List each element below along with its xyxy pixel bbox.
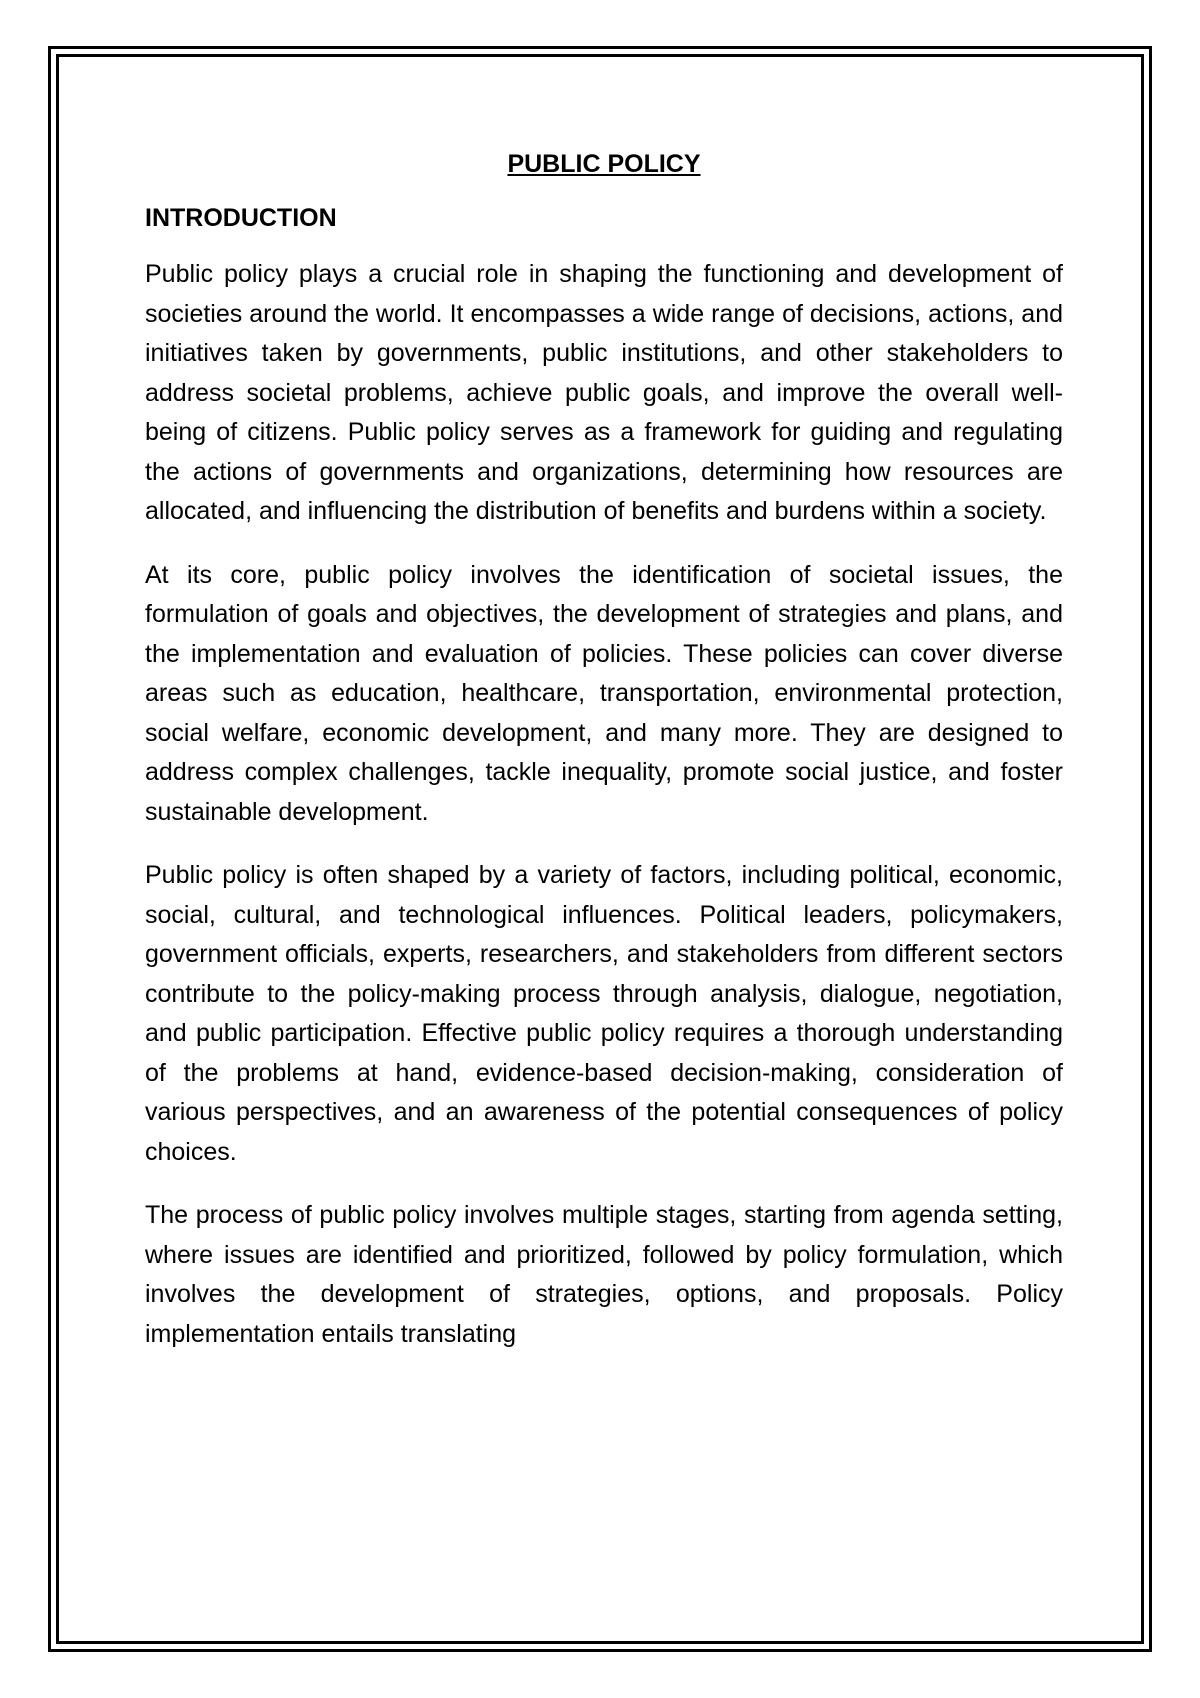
- paragraph: Public policy plays a crucial role in shaping the functioning and development of societies around the world. It encompasses a wide range of decisions, actions, and initiatives taken by governments, public institutions, and other stakeholders to address societal problems, achieve public goals, and improve the overall well-being of citizens. Public policy serves as a framework for guiding and regulating the actions of governments and organizations, determining how resources are allocated, and influencing the distribution of benefits and burdens within a society.: [145, 260, 1063, 525]
- paragraph: Public policy is often shaped by a variety of factors, including political, economic, social, cultural, and technological influences. Political leaders, policymakers, government officials, experts, researchers, and stakeholders from different sectors contribute to the policy-making process through analysis, dialogue, negotiation, and public participation. Effective public policy requires a thorough understanding of the problems at hand, evidence-based decision-making, consideration of various perspectives, and an awareness of the potential consequences of policy choices.: [145, 861, 1063, 1166]
- paragraph: The process of public policy involves multiple stages, starting from agenda setting, where issues are identified and prioritized, followed by policy formulation, which involves the development of strategies, options, and proposals. Policy implementation entails translating: [145, 1201, 1063, 1348]
- document-title: PUBLIC POLICY: [507, 150, 701, 178]
- paragraph: At its core, public policy involves the identification of societal issues, the formulation of goals and objectives, the development of strategies and plans, and the implementation and evaluation of policies. These policies can cover diverse areas such as education, healthcare, transportation, environmental protection, social welfare, economic development, and many more. They are designed to address complex challenges, tackle inequality, promote social justice, and foster sustainable development.: [145, 560, 1063, 826]
- section-heading: INTRODUCTION: [145, 204, 337, 232]
- document-body: [145, 145, 1063, 1378]
